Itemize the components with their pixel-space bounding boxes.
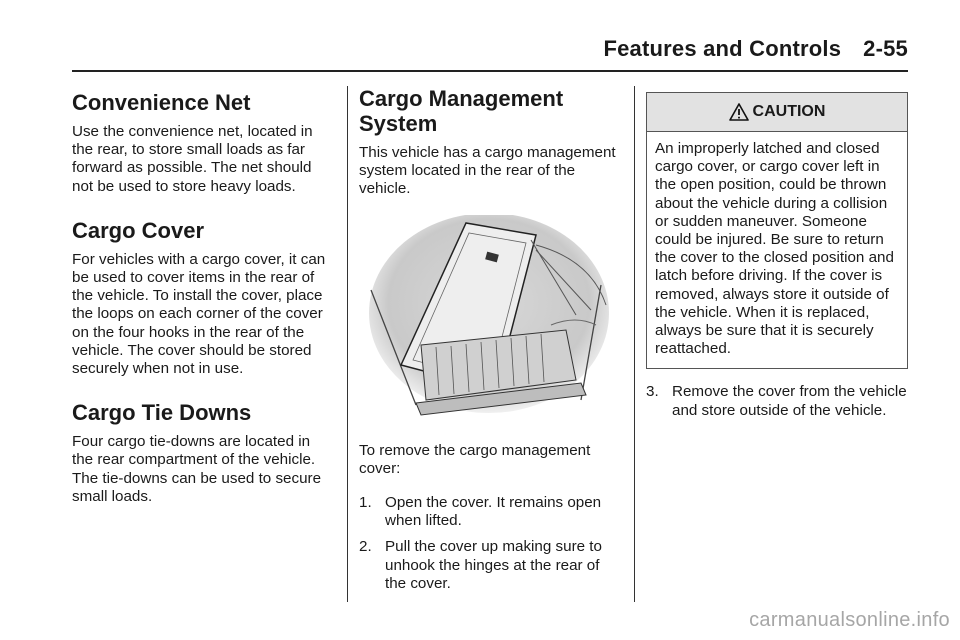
list-item: 2. Pull the cover up making sure to unhook the hinges at the rear of the cover. [359, 538, 602, 592]
cargo-tie-downs-text: Four cargo tie-downs are located in the rear compartment of the vehicle. The tie-downs can be used to secure small loads. [72, 433, 322, 505]
section-title: Features and Controls [603, 36, 842, 61]
caution-body [647, 132, 907, 368]
cargo-tie-downs-heading: Cargo Tie Downs [72, 400, 252, 426]
warning-triangle-icon [729, 103, 749, 121]
watermark: carmanualsonline.info [749, 609, 950, 631]
column-divider [634, 86, 635, 602]
page-header [603, 36, 908, 62]
column-divider [347, 86, 348, 602]
column-right [646, 86, 908, 428]
list-item: 1. Open the cover. It remains open when lifted. [359, 494, 602, 530]
caution-text: An improperly latched and closed cargo cover, or cargo cover left in the open position, could be thrown about the vehicle during a collision or sudden maneuver. Someone could be injured. Be sure to return the cover to the closed position and latch before driving. If the cover is removed, always store it outside of the vehicle. When it is replaced, always be sure that it is securely reattached. [655, 140, 894, 358]
column-left [72, 86, 334, 528]
caution-box [646, 92, 908, 369]
remove-cover-intro: To remove the cargo management cover: [359, 441, 591, 477]
header-rule [72, 70, 908, 72]
list-item: 3. Remove the cover from the vehicle and store outside of the vehicle. [646, 383, 907, 419]
caution-header [647, 93, 907, 132]
cargo-management-intro: This vehicle has a cargo management system located in the rear of the vehicle. [359, 144, 616, 198]
cargo-cover-heading: Cargo Cover [72, 217, 205, 243]
column-middle [359, 86, 621, 601]
caution-label: CAUTION [752, 103, 826, 120]
convenience-net-text: Use the convenience net, located in the rear, to store small loads as far forward as possible. The net should not be used to store heavy loads. [72, 123, 313, 195]
cargo-management-illustration [361, 215, 611, 420]
page-number: 2-55 [863, 36, 908, 61]
remove-steps-list [359, 494, 621, 593]
convenience-net-heading: Convenience Net [72, 90, 251, 115]
remove-steps-list-continued [646, 383, 908, 419]
cargo-cover-text: For vehicles with a cargo cover, it can be used to cover items in the rear of the vehicle. To install the cover, place the loops on each corner of the cover on the four hooks in the rear of the vehicle. The cover should be stored securely when not in use. [72, 250, 326, 378]
cargo-management-heading: Cargo Management System [359, 86, 564, 136]
